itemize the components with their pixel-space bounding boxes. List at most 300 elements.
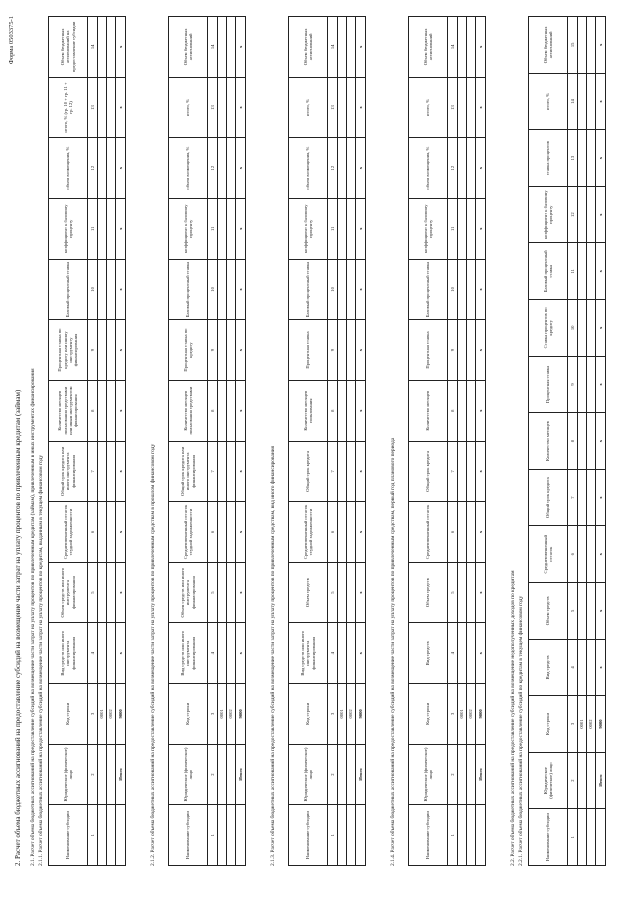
table-cell: 9000 — [116, 684, 126, 745]
section-title: 2.1. Расчет объема бюджетных ассигнований на предоставление субсидий на возмещение части затрат на уплату процентов по привлеченным кредитам (займам), привлеченным в иных инструментах финансирования — [30, 368, 36, 866]
table-cell: Базовый процентный ставка — [289, 259, 328, 320]
table-cell: x — [116, 17, 126, 78]
table-cell: Процентная ставка по кредиту — [169, 320, 208, 381]
table-cell — [218, 259, 227, 320]
total-row — [356, 17, 366, 866]
table-cell: 1 — [88, 805, 98, 866]
table-cell — [338, 77, 347, 138]
table-cell — [467, 138, 476, 199]
table-cell — [587, 300, 596, 357]
table-cell: итого, % — [409, 77, 448, 138]
table-cell: 11 — [328, 198, 338, 259]
table-cell: x — [236, 623, 246, 684]
table-cell: x — [476, 562, 486, 623]
column-number-row — [568, 17, 578, 866]
table-cell: Юридическое (физическое) лицо — [49, 744, 88, 805]
table-cell: 0002 — [107, 684, 116, 745]
table-cell: Объем бюджетных ассигнований — [409, 17, 448, 78]
table-cell — [458, 562, 467, 623]
table-cell: x — [596, 639, 606, 696]
table-cell — [98, 502, 107, 563]
table-cell: 7 — [328, 441, 338, 502]
table-cell: 9000 — [236, 684, 246, 745]
table-cell: x — [356, 562, 366, 623]
table-cell — [107, 744, 116, 805]
section-table-block — [408, 16, 486, 866]
table-cell: объем возмещения, % — [409, 138, 448, 199]
table-cell: Общий срок кредита — [289, 441, 328, 502]
table-cell: итого, % — [529, 73, 568, 130]
table-cell — [587, 809, 596, 866]
table-cell: Ставка процентов по кредиту — [529, 300, 568, 357]
table-cell — [98, 623, 107, 684]
table-cell: 7 — [88, 441, 98, 502]
table-cell — [467, 562, 476, 623]
table-cell — [578, 73, 587, 130]
table-cell: 7 — [208, 441, 218, 502]
table-cell: x — [476, 259, 486, 320]
table-cell — [107, 320, 116, 381]
table-cell — [458, 259, 467, 320]
table-cell — [347, 441, 356, 502]
table-cell: 10 — [88, 259, 98, 320]
table-cell: Объем бюджетных ассигнований — [289, 17, 328, 78]
table-cell — [98, 259, 107, 320]
table-cell: 10 — [328, 259, 338, 320]
table-cell — [587, 413, 596, 470]
table-cell: 4 — [328, 623, 338, 684]
table-cell — [458, 441, 467, 502]
table-cell: Объем средств — [289, 562, 328, 623]
table-cell: 1 — [568, 809, 578, 866]
table-cell — [578, 130, 587, 187]
table-cell — [467, 198, 476, 259]
table-cell: Код строки — [289, 684, 328, 745]
table-cell: x — [356, 441, 366, 502]
table-cell: 14 — [568, 73, 578, 130]
table-cell — [218, 17, 227, 78]
table-cell: 0002 — [467, 684, 476, 745]
table-cell — [338, 259, 347, 320]
table-cell — [596, 809, 606, 866]
table-cell — [338, 502, 347, 563]
table-cell: 1 — [208, 805, 218, 866]
table-cell: x — [116, 259, 126, 320]
table-cell — [218, 77, 227, 138]
table-cell — [338, 623, 347, 684]
table-cell — [227, 744, 236, 805]
table-cell — [578, 469, 587, 526]
table-cell — [98, 320, 107, 381]
table-cell: x — [356, 138, 366, 199]
table-cell: 3 — [208, 684, 218, 745]
table-cell — [587, 17, 596, 74]
table-cell: 12 — [208, 138, 218, 199]
table-cell: 13 — [568, 130, 578, 187]
table-cell: Общий срок кредита или иного инструмента финансирования — [49, 441, 88, 502]
table-cell: x — [356, 502, 366, 563]
table-cell: x — [116, 623, 126, 684]
table-cell — [458, 380, 467, 441]
table-cell: 9 — [88, 320, 98, 381]
table-cell — [458, 17, 467, 78]
table-cell — [218, 198, 227, 259]
table-cell: x — [236, 17, 246, 78]
table-cell: 8 — [448, 380, 458, 441]
table-cell: 9000 — [356, 684, 366, 745]
table-cell — [218, 441, 227, 502]
table-cell: Объем бюджетных ассигнований — [529, 17, 568, 74]
table-cell: Вид средств — [529, 639, 568, 696]
table-cell — [107, 805, 116, 866]
table-cell: итого, % (гр. 10 + гр. 11 + гр. 12) — [49, 77, 88, 138]
table-cell — [458, 744, 467, 805]
table-cell — [227, 138, 236, 199]
table-cell: коэффициент к базовому проценту — [409, 198, 448, 259]
table-cell: 3 — [328, 684, 338, 745]
table-cell — [578, 526, 587, 583]
table-cell — [356, 805, 366, 866]
header-row — [409, 17, 448, 866]
table-cell: 1 — [328, 805, 338, 866]
table-cell: Итого — [596, 752, 606, 809]
table-cell: 5 — [328, 562, 338, 623]
calculation-table — [48, 16, 126, 866]
table-cell — [347, 502, 356, 563]
table-cell — [338, 138, 347, 199]
table-cell — [347, 198, 356, 259]
table-row — [578, 17, 587, 866]
table-cell — [227, 320, 236, 381]
table-cell — [578, 17, 587, 74]
table-cell: Средневзвешенный остаток ссудной задолженности — [169, 502, 208, 563]
table-cell: x — [356, 77, 366, 138]
table-cell — [98, 744, 107, 805]
table-cell: 12 — [328, 138, 338, 199]
table-cell: 8 — [568, 413, 578, 470]
table-cell — [338, 380, 347, 441]
table-cell: 0001 — [218, 684, 227, 745]
table-cell: 0001 — [98, 684, 107, 745]
table-cell: Объем бюджетных ассигнований на предоставление субсидии — [49, 17, 88, 78]
table-cell — [227, 17, 236, 78]
table-cell: x — [476, 17, 486, 78]
table-cell: 12 — [88, 138, 98, 199]
table-cell — [587, 583, 596, 640]
table-cell: x — [236, 380, 246, 441]
table-row — [458, 17, 467, 866]
table-cell: x — [356, 17, 366, 78]
table-cell: Наименование субсидии — [49, 805, 88, 866]
table-cell — [227, 562, 236, 623]
table-cell — [218, 502, 227, 563]
table-cell: x — [356, 259, 366, 320]
table-cell — [218, 744, 227, 805]
table-cell: 8 — [88, 380, 98, 441]
table-cell: Итого — [236, 744, 246, 805]
table-cell — [107, 623, 116, 684]
table-cell — [458, 502, 467, 563]
table-cell: Объем средств — [409, 562, 448, 623]
table-cell: Вид средств или иного инструмента финансирования — [49, 623, 88, 684]
table-cell — [98, 805, 107, 866]
table-cell — [587, 469, 596, 526]
table-cell: x — [476, 77, 486, 138]
table-cell: Наименование субсидии — [409, 805, 448, 866]
table-cell: x — [236, 259, 246, 320]
table-cell: Юридическое (физическое) лицо — [169, 744, 208, 805]
table-cell: Средневзвешенный остаток — [529, 526, 568, 583]
table-cell — [587, 73, 596, 130]
table-cell: 11 — [568, 243, 578, 300]
table-cell — [587, 130, 596, 187]
table-cell: Объем средств или иного инструмента финансирования — [49, 562, 88, 623]
table-cell: x — [596, 243, 606, 300]
table-row — [218, 17, 227, 866]
table-cell: 3 — [568, 696, 578, 753]
table-row — [338, 17, 347, 866]
table-cell: Средневзвешенный остаток — [409, 502, 448, 563]
table-cell: Итого — [476, 744, 486, 805]
table-cell — [107, 441, 116, 502]
table-cell — [338, 805, 347, 866]
table-cell — [578, 356, 587, 413]
table-cell — [458, 320, 467, 381]
table-cell: объем возмещения, % — [169, 138, 208, 199]
table-cell — [458, 805, 467, 866]
table-cell — [107, 502, 116, 563]
calculation-table — [408, 16, 486, 866]
table-cell: Юридическое (физическое) лицо — [529, 752, 568, 809]
table-cell: коэффициент к базовому проценту — [529, 186, 568, 243]
table-cell: 8 — [208, 380, 218, 441]
table-cell: x — [236, 320, 246, 381]
table-cell: x — [236, 138, 246, 199]
table-cell: итого, % — [289, 77, 328, 138]
table-cell: 14 — [208, 17, 218, 78]
table-cell — [587, 186, 596, 243]
table-cell: x — [236, 198, 246, 259]
table-cell: 1 — [448, 805, 458, 866]
table-cell: x — [116, 502, 126, 563]
section-subtitle: 2.2.1. Расчет объема бюджетных ассигнований на предоставление субсидий по кредитам в текущем финансовом году — [518, 595, 524, 866]
table-cell: 6 — [568, 526, 578, 583]
table-cell: Количество месяцев — [409, 380, 448, 441]
table-cell: x — [356, 198, 366, 259]
table-cell: x — [116, 138, 126, 199]
table-cell — [467, 623, 476, 684]
section-title: 2.2. Расчет объема бюджетных ассигнований на предоставление субсидий на возмещение недополученных доходов по кредитам — [510, 570, 516, 866]
table-cell — [338, 198, 347, 259]
table-cell — [458, 623, 467, 684]
table-cell: 2 — [448, 744, 458, 805]
table-cell — [347, 805, 356, 866]
table-cell: Количество месяцев пользования средствами — [169, 380, 208, 441]
section-subtitle: 2.1.1. Расчет объема бюджетных ассигнований на предоставление субсидий на возмещение части затрат на уплату процентов по кредитам, выданным в текущем финансовом году — [38, 454, 44, 866]
table-cell — [338, 441, 347, 502]
table-cell — [458, 198, 467, 259]
table-cell — [467, 502, 476, 563]
table-cell: x — [596, 413, 606, 470]
table-cell: x — [476, 441, 486, 502]
table-cell — [218, 138, 227, 199]
table-cell: 14 — [328, 17, 338, 78]
table-cell: Объем средств или иного инструмента финансирования — [169, 562, 208, 623]
table-cell: 12 — [568, 186, 578, 243]
calculation-table — [168, 16, 246, 866]
table-cell: 13 — [448, 77, 458, 138]
total-row — [476, 17, 486, 866]
table-cell — [467, 259, 476, 320]
table-cell: x — [596, 583, 606, 640]
table-cell: x — [596, 130, 606, 187]
table-cell: x — [236, 441, 246, 502]
table-row — [227, 17, 236, 866]
table-cell: 14 — [88, 17, 98, 78]
table-cell: 0001 — [458, 684, 467, 745]
table-cell — [587, 243, 596, 300]
section-title: 2.1.4. Расчет объема бюджетных ассигнований на предоставление субсидий на возмещение части затрат на уплату процентов по привлеченным средствам, первый год планового периода — [390, 437, 396, 866]
table-cell: x — [596, 186, 606, 243]
table-cell: x — [476, 502, 486, 563]
table-cell — [578, 639, 587, 696]
table-cell: 14 — [448, 17, 458, 78]
table-cell: 9 — [208, 320, 218, 381]
table-cell: 9000 — [476, 684, 486, 745]
table-cell: Процентная ставка — [529, 356, 568, 413]
table-cell: 13 — [208, 77, 218, 138]
table-cell: x — [596, 73, 606, 130]
table-cell: Средневзвешенный остаток ссудной задолженности — [49, 502, 88, 563]
table-cell — [578, 752, 587, 809]
column-number-row — [448, 17, 458, 866]
table-cell — [587, 639, 596, 696]
table-row — [587, 17, 596, 866]
table-cell: x — [476, 380, 486, 441]
table-cell: x — [236, 562, 246, 623]
table-cell — [467, 380, 476, 441]
column-number-row — [88, 17, 98, 866]
table-cell: 12 — [448, 138, 458, 199]
table-cell: Объем средств — [529, 583, 568, 640]
table-cell — [587, 752, 596, 809]
table-cell: 3 — [448, 684, 458, 745]
table-cell: 4 — [88, 623, 98, 684]
table-cell: Средневзвешенный остаток ссудной задолженности — [289, 502, 328, 563]
table-cell: Юридическое (физическое) лицо — [289, 744, 328, 805]
table-cell — [107, 198, 116, 259]
table-row — [347, 17, 356, 866]
table-cell — [107, 138, 116, 199]
table-cell: 11 — [208, 198, 218, 259]
table-cell: x — [476, 198, 486, 259]
table-cell: Базовый процентный ставка — [169, 259, 208, 320]
table-cell: Процентная ставка — [409, 320, 448, 381]
table-cell: объем возмещения, % — [49, 138, 88, 199]
table-cell: 11 — [88, 198, 98, 259]
table-cell: x — [356, 623, 366, 684]
table-cell: 4 — [448, 623, 458, 684]
section-table-block — [288, 16, 366, 866]
table-cell — [236, 805, 246, 866]
section-title: 2.1.3. Расчет объема бюджетных ассигнований на предоставление субсидий на возмещение части затрат на уплату процентов по привлеченным средствам, вид иного финансирования — [270, 445, 276, 866]
table-cell — [587, 356, 596, 413]
table-cell: 15 — [568, 17, 578, 74]
total-row — [116, 17, 126, 866]
table-cell: 9 — [448, 320, 458, 381]
table-cell: 5 — [568, 583, 578, 640]
table-cell: Базовый процентный ставка — [529, 243, 568, 300]
table-cell — [578, 809, 587, 866]
table-cell: x — [116, 441, 126, 502]
table-cell — [98, 562, 107, 623]
table-cell — [578, 583, 587, 640]
table-cell: Итого — [356, 744, 366, 805]
table-cell: Общий срок кредита — [529, 469, 568, 526]
table-row — [107, 17, 116, 866]
table-cell — [98, 441, 107, 502]
table-cell — [587, 526, 596, 583]
table-cell — [347, 320, 356, 381]
table-cell: Вид средств или иного инструмента финансирования — [169, 623, 208, 684]
table-cell: коэффициент к базовому проценту — [49, 198, 88, 259]
table-cell: x — [116, 320, 126, 381]
calculation-table — [528, 16, 606, 866]
table-cell: Итого — [116, 744, 126, 805]
table-cell — [218, 380, 227, 441]
form-code: Форма 0503375-1 — [8, 16, 15, 65]
table-cell — [218, 320, 227, 381]
table-cell — [107, 259, 116, 320]
calculation-table — [288, 16, 366, 866]
table-cell: Базовый процентный ставка — [409, 259, 448, 320]
table-cell: Юридическое (физическое) лицо — [409, 744, 448, 805]
table-cell: итого, % — [169, 77, 208, 138]
table-cell — [338, 17, 347, 78]
table-cell: Код строки — [49, 684, 88, 745]
table-cell: x — [116, 198, 126, 259]
section-table-block — [168, 16, 246, 866]
table-row — [98, 17, 107, 866]
table-cell — [98, 17, 107, 78]
table-cell: x — [596, 356, 606, 413]
table-cell — [578, 186, 587, 243]
table-cell — [107, 17, 116, 78]
table-cell — [98, 198, 107, 259]
table-cell: x — [596, 469, 606, 526]
table-cell — [347, 744, 356, 805]
table-cell: Наименование субсидии — [289, 805, 328, 866]
section-table-block — [48, 16, 126, 866]
table-cell: 4 — [208, 623, 218, 684]
table-cell — [98, 138, 107, 199]
table-cell: x — [356, 380, 366, 441]
table-cell — [338, 744, 347, 805]
table-cell: 7 — [448, 441, 458, 502]
table-cell: Базовый процентный ставка — [49, 259, 88, 320]
table-cell: x — [476, 138, 486, 199]
section-table-block — [528, 16, 606, 866]
table-cell — [227, 441, 236, 502]
table-cell: 3 — [88, 684, 98, 745]
table-cell — [227, 623, 236, 684]
intro-heading: 2. Расчет объема бюджетных ассигнований на предоставление субсидий на возмещение части затрат на уплату процентов по привлеченным кредитам (займам) — [14, 389, 22, 866]
table-cell — [218, 562, 227, 623]
table-cell — [467, 17, 476, 78]
total-row — [236, 17, 246, 866]
table-cell: 0002 — [227, 684, 236, 745]
table-cell: объем возмещения, % — [289, 138, 328, 199]
